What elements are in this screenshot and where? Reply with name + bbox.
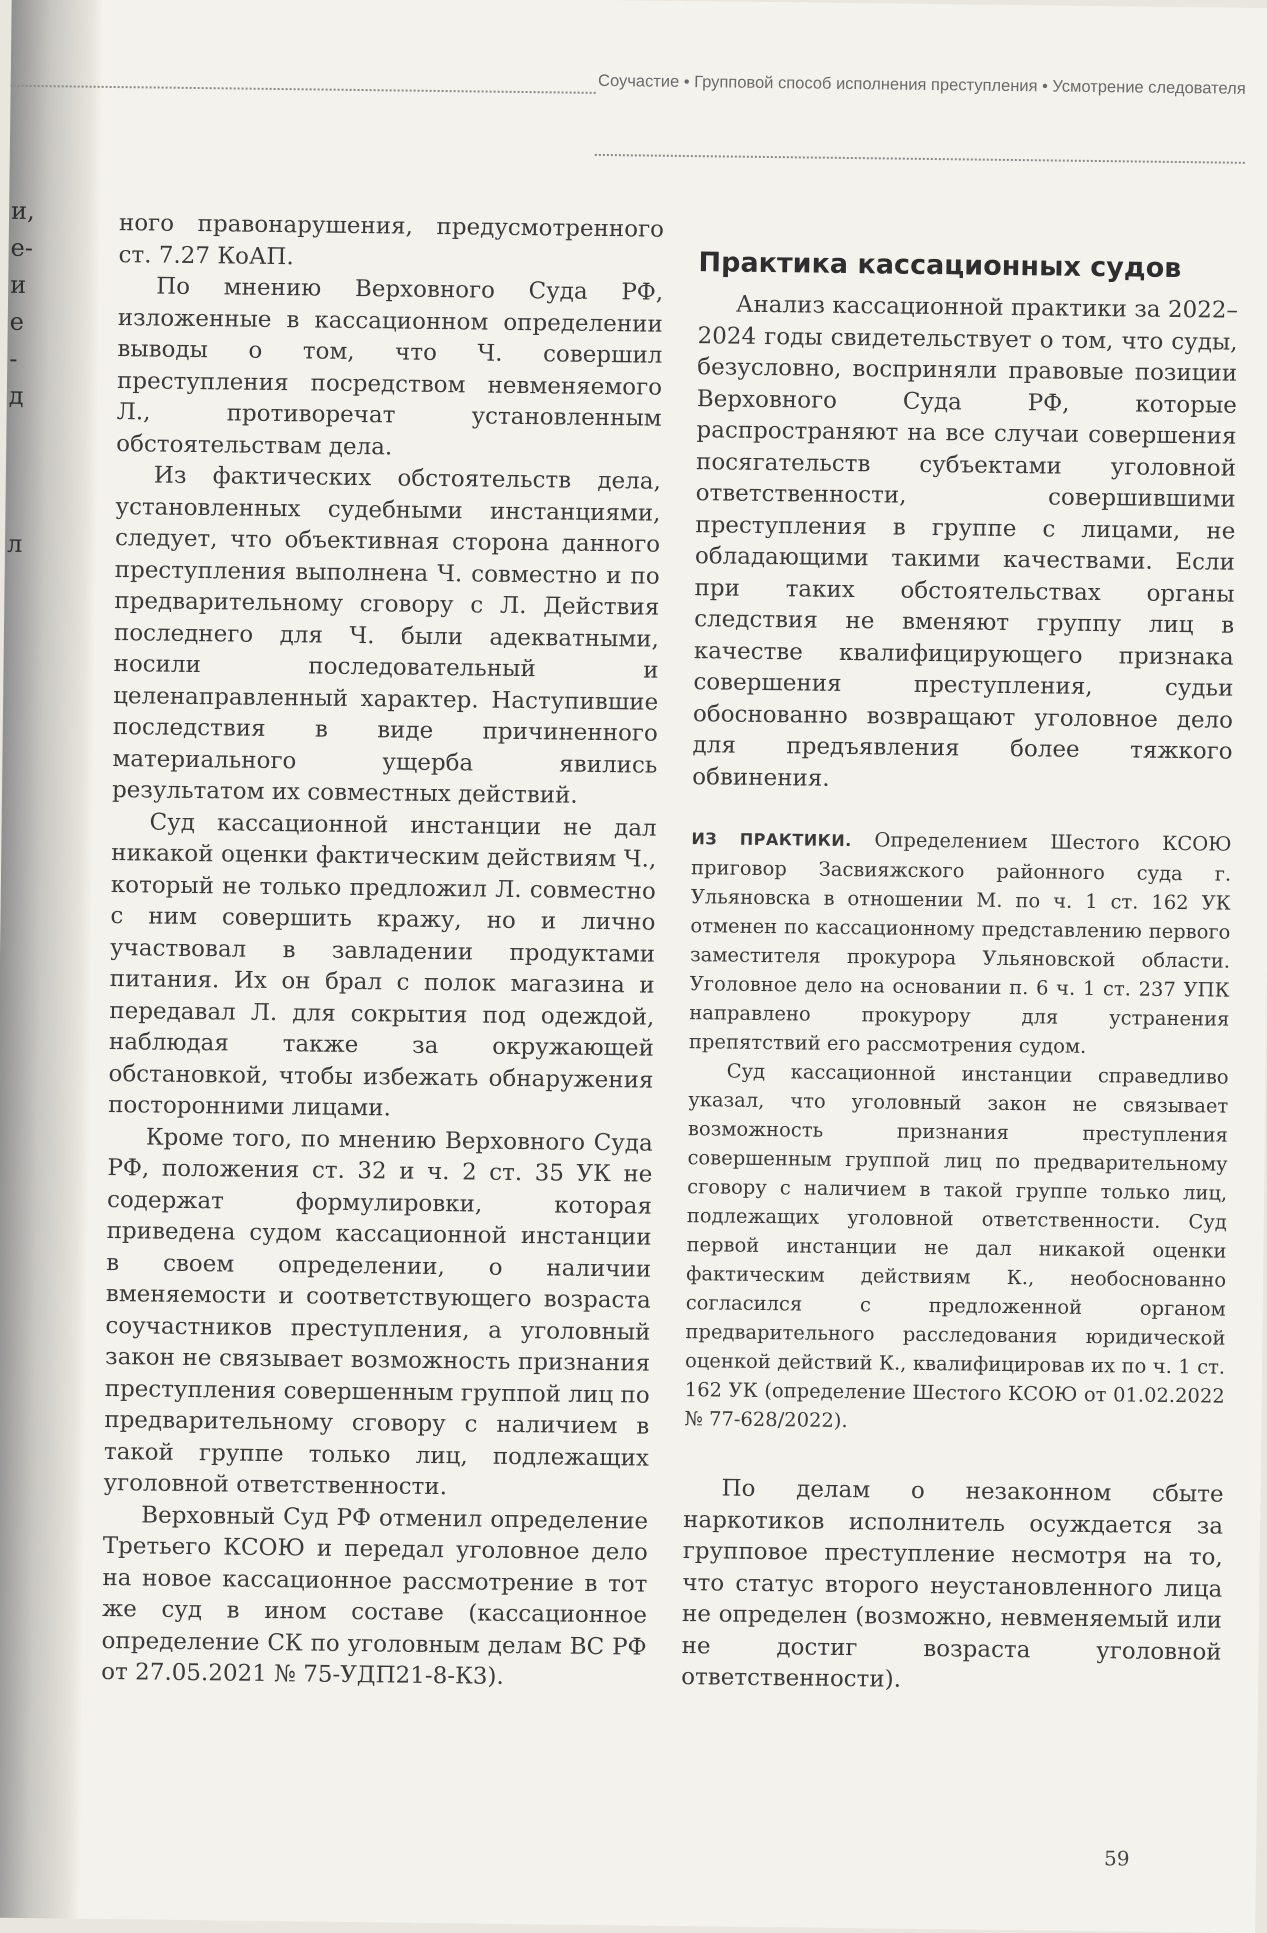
fragment-line bbox=[8, 452, 28, 489]
fragment-line bbox=[7, 489, 27, 526]
fragment-line: л bbox=[6, 529, 23, 558]
header-dotted-rule-right bbox=[595, 154, 1245, 164]
practice-text: Определением Шестого КСОЮ приговор Засвияжского районного суда г. Ульяновска в отношении М. по ч. 1 ст. 162 УК отменен по кассационному представлению первого заместителя прокурора Ульяновской области. Уголовное дело на основании п. 6 ч. 1 ст. 237 УПК направлено прокурору для устранения препятствий его рассмотрения судом. bbox=[688, 828, 1232, 1058]
paragraph: Верховный Суд РФ отменил определение Третьего КСОЮ и передал уголовное дело на новое кассационное рассмотрение в тот же суд в ином составе (кассационное определение СК по уголовным делам ВС РФ от 27.05.2021 № 75-УДП21-8-К3). bbox=[101, 1501, 649, 1690]
left-column bbox=[101, 208, 664, 1695]
practice-label: ИЗ ПРАКТИКИ. bbox=[691, 829, 852, 851]
practice-paragraph bbox=[689, 823, 1232, 1063]
fragment-line: е- bbox=[10, 233, 34, 263]
practice-box bbox=[684, 823, 1231, 1440]
paragraph: ного правонарушения, предусмотренного ст. 7.27 КоАП. bbox=[118, 210, 665, 270]
fragment-line: и, bbox=[10, 196, 35, 226]
practice-paragraph: Суд кассационной инстанции справедливо указал, что уголовный закон не связывает возможность признания преступления совершенным группой лиц по предварительному сговору с наличием в такой группе только лиц, подлежащих уголовной ответственности. Суд первой инстанции не дал никакой оценки фактическим действиям К., необоснованно согласился с предложенной органом предварительного расследования юридической оценкой действий К., квалифицировав их по ч. 1 ст. 162 УК (определение Шестого КСОЮ от 01.02.2022 № 77-628/2022). bbox=[684, 1059, 1229, 1433]
fragment-line: - bbox=[9, 344, 18, 373]
page-number: 59 bbox=[1103, 1846, 1130, 1871]
closing-paragraph: По делам о незаконном сбыте наркотиков исполнитель осуждается за групповое преступление несмотря на то, что статус второго неустановленного лица не определен (возможно, невменяемый или не достиг возраста уголовной ответственности). bbox=[681, 1475, 1224, 1693]
paragraph: Кроме того, по мнению Верховного Суда РФ, положения ст. 32 и ч. 2 ст. 35 УК не содержат формулировки, которая приведена судом кассационной инстанции в своем определении, о наличии вменяемости и соответствующего возраста соучастников преступления, а уголовный закон не связывает возможность признания преступления совершенным группой лиц по предварительному сговору с наличием в такой группе только лиц, подлежащих уголовной ответственности. bbox=[103, 1123, 653, 1501]
section-heading: Практика кассационных судов bbox=[698, 247, 1182, 285]
intro-paragraph: Анализ кассационной практики за 2022–2024 годы свидетельствует о том, что суды, безусловно, восприняли правовые позиции Верховного Суда РФ, которые распространяют на все случаи совершения посягательств субъектами уголовной ответственности, совершившими преступления в группе с лицами, не обладающими такими качествами. Если при таких обстоятельствах органы следствия не вменяют группу лиц в качестве квалифицирующего признака совершения преступления, судьи обоснованно возвращают уголовное дело для предъявления более тяжкого обвинения. bbox=[692, 291, 1239, 792]
fragment-line: е bbox=[9, 307, 25, 336]
paragraph: Из фактических обстоятельств дела, установленных судебными инстанциями, следует, что объективная сторона данного преступления выполнена Ч. совместно и по предварительному сговору с Л. Действия последнего для Ч. были адекватными, носили последовательный и целенаправленный характер. Наступившие последствия в виде причиненного материального ущерба явились результатом их совместных действий. bbox=[111, 462, 662, 809]
right-column bbox=[681, 247, 1239, 1700]
fragment-line: д bbox=[8, 381, 24, 410]
fragment-line: и bbox=[10, 270, 27, 299]
paragraph: По мнению Верховного Суда РФ, изложенные в кассационном определении выводы о том, что Ч. совершил преступления посредством невменяемого Л., противоречат установленным обстоятельствам дела. bbox=[116, 273, 664, 460]
fragment-line bbox=[8, 415, 28, 452]
running-header: Соучастие • Групповой способ исполнения преступления • Усмотрение следователя bbox=[597, 71, 1246, 98]
paragraph: Суд кассационной инстанции не дал никакой оценки фактическим действиям Ч., который не только предложил Л. совместно с ним совершить кражу, но и лично участвовал в завладении продуктами питания. Их он брал с полок магазина и передавал Л. для сокрытия под одеждой, наблюдая также за окружающей обстановкой, чтобы избежать обнаружения посторонними лицами. bbox=[108, 808, 657, 1122]
